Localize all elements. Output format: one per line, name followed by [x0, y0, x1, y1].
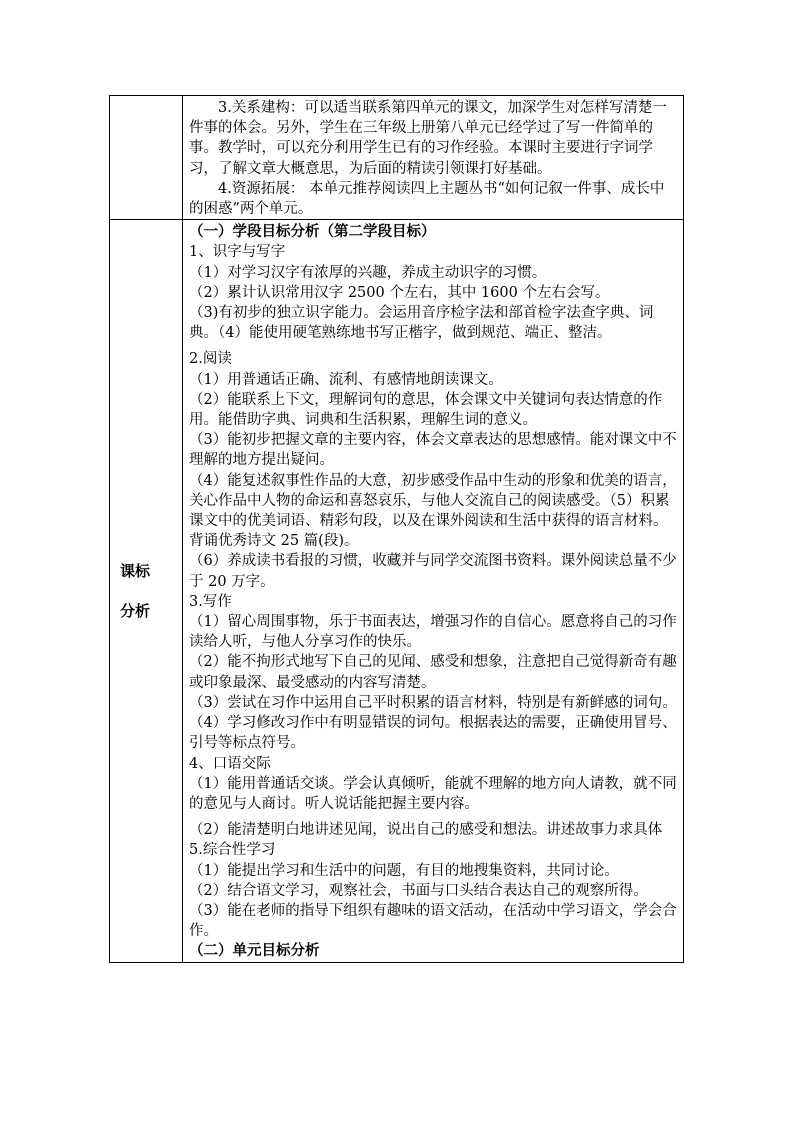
- writing-heading: 3.写作: [189, 593, 232, 610]
- comprehensive-heading: 5.综合性学习: [189, 842, 276, 859]
- reading-item: （6）养成读书看报的习惯，收藏并与同学交流图书资料。课外阅读总量不少于 20 万字。: [189, 553, 677, 590]
- oral-item: （2）能清楚明白地讲述见闻，说出自己的感受和想法。讲述故事力求具体: [189, 822, 663, 839]
- label-line-2: 分析: [120, 601, 151, 620]
- section2-title: （二）单元目标分析: [189, 942, 320, 960]
- relation-paragraph: 3.关系建构：可以适当联系第四单元的课文，加深学生对怎样写清楚一件事的体会。另外，学生在三年级上册第八单元已经学过了写一件简单的事。教学时，可以充分利用学生已有的习作经验。本课时主要进行字词学习，了解文章大概意思，为后面的精读引领课打好基础。: [189, 100, 667, 177]
- writing-item: （3）尝试在习作中运用自己平时积累的语言材料，特别是有新鲜感的词句。: [189, 694, 677, 711]
- reading-item: （2）能联系上下文，理解词句的意思，体会课文中关键词句表达情意的作用。能借助字典、词典和生活积累，理解生词的意义。: [189, 391, 663, 429]
- writing-item: （1）留心周围事物，乐于书面表达，增强习作的自信心。愿意将自己的习作读给人听，与他人分享习作的快乐。: [189, 614, 677, 651]
- oral-heading: 4、口语交际: [189, 755, 271, 772]
- reading-item: （4）能复述叙事性作品的大意，初步感受作品中生动的形象和优美的语言，关心作品中人物的命运和喜怒哀乐，与他人交流自己的阅读感受。（5）积累课文中的优美词语、精彩句段，以及在课外阅读和生活中获得的语言材料。背诵优秀诗文 25 篇(段)。: [189, 472, 677, 550]
- comprehensive-item: （2）结合语文学习，观察社会，书面与口头结合表达自己的观察所得。: [189, 882, 648, 899]
- reading-item: （1）用普通话正确、流利、有感情地朗读课文。: [189, 371, 503, 388]
- literacy-item: （2）累计认识常用汉字 2500 个左右，其中 1600 个左右会写。: [189, 284, 610, 301]
- teaching-notes-cell: [183, 96, 684, 220]
- reading-item: （3）能初步把握文章的主要内容，体会文章表达的思想感情。能对课文中不理解的地方提出疑问。: [189, 432, 677, 469]
- literacy-item: （3)有初步的独立识字能力。会运用音序检字法和部首检字法查字典、词典。（4）能使用硬笔熟练地书写正楷字，做到规范、端正、整洁。: [189, 305, 654, 342]
- label-line-1: 课标: [120, 561, 151, 580]
- literacy-heading: 1、识字与写字: [189, 244, 286, 261]
- writing-item: （2）能不拘形式地写下自己的见闻、感受和想象，注意把自己觉得新奇有趣或印象最深、最受感动的内容写清楚。: [189, 654, 677, 691]
- curriculum-content-cell: [183, 220, 684, 962]
- resource-paragraph: 4.资源拓展： 本单元推荐阅读四上主题丛书“如何记叙一件事、成长中的困惑”两个单元。: [189, 180, 665, 218]
- curriculum-row: [110, 220, 684, 962]
- empty-label-cell: [110, 96, 183, 220]
- comprehensive-item: （3）能在老师的指导下组织有趣味的语文活动，在活动中学习语文，学会合作。: [189, 902, 677, 940]
- lesson-plan-table: [109, 95, 684, 963]
- curriculum-label-cell: [110, 220, 183, 962]
- literacy-item: （1）对学习汉字有浓厚的兴趣，养成主动识字的习惯。: [189, 264, 547, 281]
- oral-item: （1）能用普通话交谈。学会认真倾听，能就不理解的地方向人请教，就不同的意见与人商讨。听人说话能把握主要内容。: [189, 775, 677, 812]
- writing-item: （4）学习修改习作中有明显错误的词句。根据表达的需要，正确使用冒号、引号等标点符号。: [189, 715, 677, 752]
- section1-title: （一）学段目标分析（第二学段目标）: [189, 223, 436, 241]
- comprehensive-item: （1）能提出学习和生活中的问题，有目的地搜集资料，共同讨论。: [189, 862, 619, 879]
- resource-row: [110, 96, 684, 220]
- reading-heading: 2.阅读: [189, 351, 232, 368]
